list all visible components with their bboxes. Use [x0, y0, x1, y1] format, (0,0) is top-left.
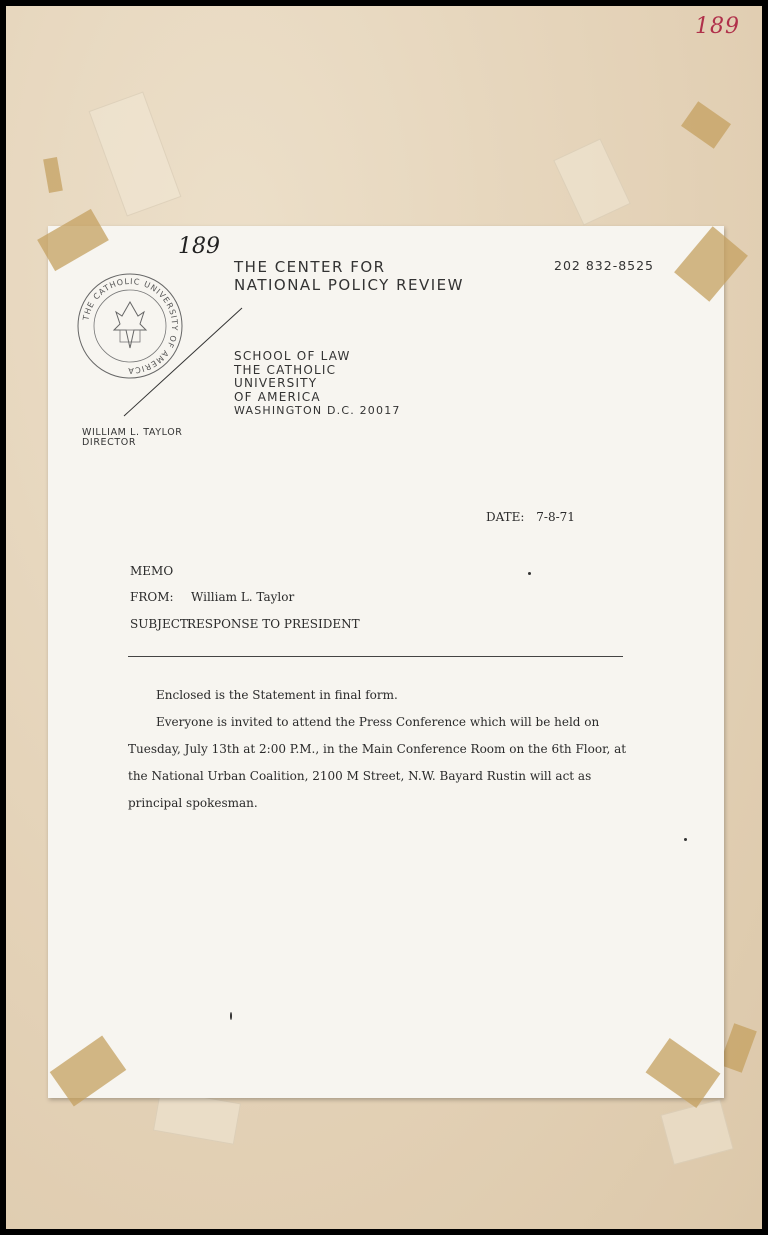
header-rule	[128, 656, 623, 657]
address-line: OF AMERICA	[234, 389, 321, 404]
letterhead-divider-line	[118, 306, 248, 418]
body-paragraph: Everyone is invited to attend the Press Conference which will be held on Tuesday, July 13th at 2:00 P.M., in the Main Conference Room on the 6th Floor, at the National Urban Coalition, 2100 M Street, N.W. Bayard Rustin will act as principal spokesman.	[128, 715, 627, 810]
tape-strip	[719, 1023, 757, 1073]
archive-backing-sheet	[6, 6, 762, 1229]
address-line: SCHOOL OF LAW	[234, 349, 351, 363]
director-name: WILLIAM L. TAYLOR	[82, 427, 183, 438]
address-line: THE CATHOLIC	[234, 362, 337, 377]
subject-value: RESPONSE TO PRESIDENT	[187, 617, 360, 631]
from-label: FROM:	[130, 590, 174, 604]
director-title: DIRECTOR	[82, 437, 137, 448]
tape-strip	[553, 138, 631, 225]
tape-strip	[89, 91, 182, 216]
from-row	[130, 590, 294, 604]
tape-strip	[660, 1099, 733, 1165]
tape-corner	[37, 209, 109, 271]
tape-strip	[43, 157, 63, 193]
paper-speck	[684, 838, 687, 841]
tape-strip	[681, 101, 731, 149]
memo-body	[128, 682, 628, 817]
date-label: DATE:	[486, 510, 525, 524]
date-value: 7-8-71	[536, 510, 575, 524]
tape-corner	[50, 1035, 127, 1106]
address-line: UNIVERSITY	[234, 376, 318, 390]
organization-name	[234, 258, 464, 294]
tape-corner	[646, 1038, 721, 1108]
memo-type: MEMO	[130, 564, 174, 578]
paper-speck	[230, 1012, 232, 1020]
subject-label: SUBJECT:	[130, 617, 192, 631]
org-name-line-2: NATIONAL POLICY REVIEW	[234, 276, 464, 294]
tape-corner	[674, 226, 748, 302]
director-block	[82, 428, 183, 448]
address-line: WASHINGTON D.C. 20017	[234, 404, 401, 417]
body-paragraph: Enclosed is the Statement in final form.	[156, 688, 398, 702]
memo-sheet	[48, 226, 724, 1098]
from-value: William L. Taylor	[191, 590, 295, 604]
org-name-line-1: THE CENTER FOR	[234, 258, 386, 276]
paper-speck	[528, 572, 531, 575]
phone-number: 202 832-8525	[554, 258, 655, 273]
memo-date	[486, 510, 575, 524]
svg-text:THE CATHOLIC UNIVERSITY OF AME: THE CATHOLIC UNIVERSITY OF AMERICA	[81, 276, 180, 376]
subject-row	[130, 617, 360, 631]
archive-page-number: 189	[695, 14, 740, 39]
address-block	[234, 350, 401, 418]
handwritten-page-number: 189	[178, 234, 220, 259]
